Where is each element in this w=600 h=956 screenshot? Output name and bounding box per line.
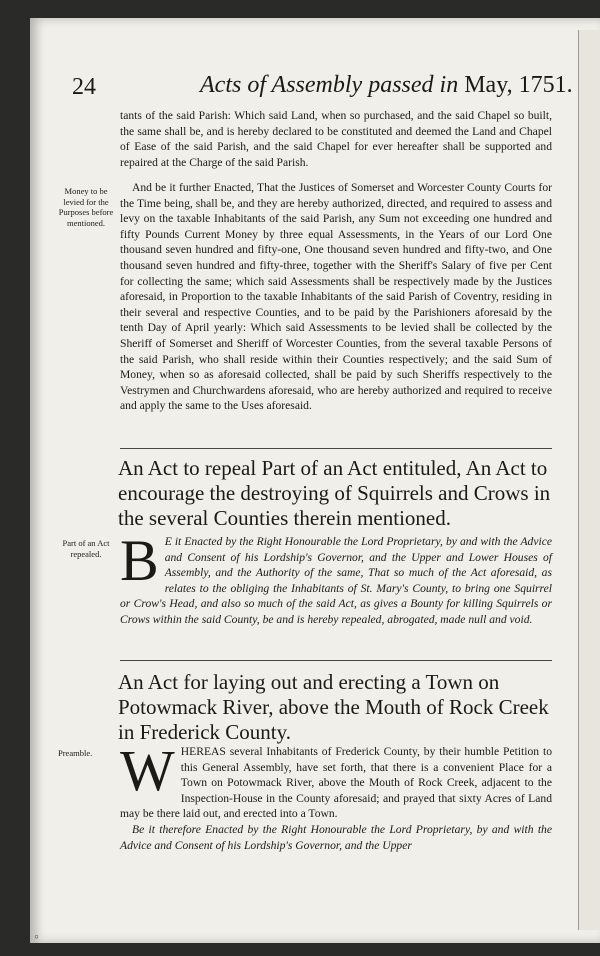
margin-note-money: Money to be levied for the Purposes before mentioned. [58,186,114,228]
enacted-paragraph [120,180,552,414]
page-number: 24 [72,74,96,100]
act1-title: An Act to repeal Part of an Act entituled, An Act to encourage the destroying of Squirrels and Crows in the several Counties therein mentioned. [118,456,551,530]
act2-enact: Be it therefore Enacted by the Right Honourable the Lord Proprietary, by and with the Advice and Consent of his Lordship's Governor, and the Upper [120,822,552,852]
bottom-decoration: ◦ [34,930,39,945]
enacted-text: And be it further Enacted, That the Justices of Somerset and Worcester County Courts for the Time being, shall be, and they are hereby authorized, directed, and required to assess and levy on the taxable Inhabitants of the said Parish, any Sum not exceeding one hundred and fifty Pounds Current Money by three equal Assessments, in the Years of our Lord One thousand seven hundred and fifty-one, One thousand seven hundred and fifty-two, and One thousand seven hundred and fifty-three, together with the Sheriff's Salary of five per Cent for collecting the same; which said Assessments shall be respectively made by the Justices aforesaid, in Proportion to the taxable Inhabitants of the said Parish of Coventry, residing in their several and respective Counties, and to be paid by the Parishioners aforesaid by the tenth Day of April yearly: Which said Assessments to be levied shall be collected by the Sheriff of Somerset and Sheriff of Worcester Counties, from the several taxable Persons of the said Parish, who shall reside within their Counties respectively; and the said Sum of Money, when so as aforesaid collected, shall be paid by such Sheriffs respectively to the Vestrymen and Churchwardens aforesaid, who are hereby authorized and required to receive and apply the same to the Uses aforesaid. [120,181,552,413]
act2-text: HEREAS several Inhabitants of Frederick County, by their humble Petition to this General Assembly, have set forth, that there is a convenient Place for a Town on Potowmack River, above the Mouth of Rock Creek, adjacent to the Inspection-House in the County aforesaid; and prayed that sixty Acres of Land may be there laid out, and erected into a Town. [120,745,552,821]
act2-dropcap: W [120,738,175,803]
margin-note-part-repealed: Part of an Act repealed. [62,538,110,559]
page-header [72,70,573,104]
act1-dropcap: B [120,528,159,593]
running-title [200,72,573,99]
running-title-italic: Acts of Assembly passed in [200,72,459,98]
adjacent-page-edge [578,30,600,930]
running-title-month: May, [464,72,513,98]
act1-text: E it Enacted by the Right Honourable the Lord Proprietary, by and with the Advice and Consent of his Lordship's Governor, and the Upper and Lower Houses of Assembly, and the Authority of the same, That so much of the Act aforesaid, as relates to the obliging the Inhabitants of St. Mary's County, to bring one Squirrel or Crow's Head, and also so much of the said Act, as gives a Bounty for killing Squirrels or Crows within the said County, be and is hereby repealed, abrogated, made null and void. [120,535,552,626]
margin-note-preamble: Preamble. [58,748,93,758]
section-divider [120,448,552,449]
continuation-text: tants of the said Parish: Which said Land, when so purchased, and the said Chapel so built, the same shall be, and is hereby declared to be constituted and deemed the Land and Chapel of Ease of the said Parish, and the said Chapel for ever hereafter shall be supported and repaired at the Charge of the said Parish. [120,109,552,169]
act2-body [120,738,552,853]
running-title-year: 1751. [518,72,573,98]
act2-title: An Act for laying out and erecting a Town on Potowmack River, above the Mouth of Rock Creek in Frederick County. [118,670,549,744]
section-divider-2 [120,660,552,661]
continuation-paragraph [120,108,552,170]
act1-body [120,528,552,628]
